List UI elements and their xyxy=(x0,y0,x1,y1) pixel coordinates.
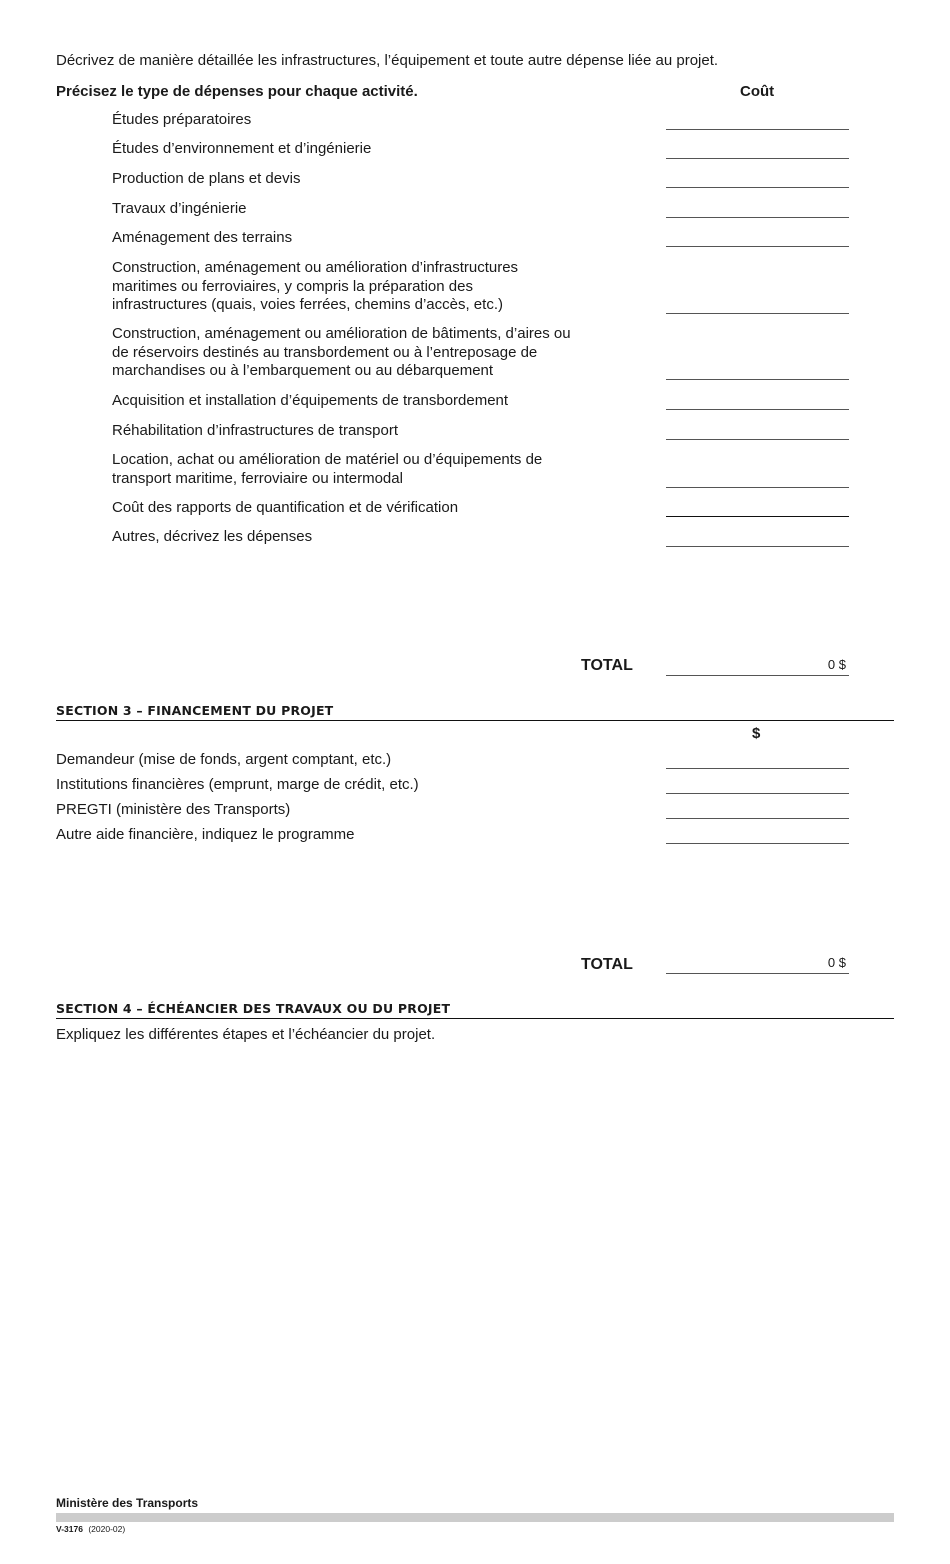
expenses-total-label: TOTAL xyxy=(581,657,633,674)
funding-amount-input[interactable] xyxy=(666,748,853,770)
expense-cost-input[interactable] xyxy=(666,496,853,518)
expense-cost-line xyxy=(666,516,849,517)
expense-item-label: Réhabilitation d’infrastructures de transport xyxy=(112,422,398,439)
expense-cost-input[interactable] xyxy=(666,109,853,131)
funding-item-label: Institutions financières (emprunt, marge de crédit, etc.) xyxy=(56,776,419,793)
expense-cost-input[interactable] xyxy=(666,167,853,189)
expense-cost-input[interactable] xyxy=(666,226,853,248)
expense-cost-line xyxy=(666,379,849,380)
expense-cost-line xyxy=(666,217,849,218)
expense-item-label: Coût des rapports de quantification et de vérification xyxy=(112,499,459,516)
expense-cost-input[interactable] xyxy=(666,526,853,548)
funding-amount-input[interactable] xyxy=(666,773,853,795)
funding-item-label: Autre aide financière, indiquez le programme xyxy=(56,826,355,843)
expense-cost-input[interactable] xyxy=(666,138,853,160)
currency-column-header: $ xyxy=(752,725,761,742)
expense-cost-line xyxy=(666,313,849,314)
expense-cost-line xyxy=(666,439,849,440)
expense-item-label: Construction, aménagement ou amélioration de bâtiments, d’aires ou de réservoirs destinés au transbordement ou à l’entreposage de marchandises ou à l’embarquement ou au débarquement xyxy=(112,325,571,379)
funding-amount-input[interactable] xyxy=(666,798,853,820)
form-date: (2020-02) xyxy=(88,1524,126,1534)
expense-cost-line xyxy=(666,246,849,247)
funding-amount-line xyxy=(666,793,849,794)
section4-rule xyxy=(56,1018,894,1019)
section4-instruction: Expliquez les différentes étapes et l’échéancier du projet. xyxy=(56,1026,436,1043)
footer-ministry: Ministère des Transports xyxy=(56,1496,199,1510)
expense-cost-line xyxy=(666,546,849,547)
expense-cost-line xyxy=(666,158,849,159)
section3-rule xyxy=(56,720,894,721)
funding-item-label: PREGTI (ministère des Transports) xyxy=(56,801,291,818)
expense-item-label: Aménagement des terrains xyxy=(112,229,293,246)
funding-amount-line xyxy=(666,818,849,819)
expense-cost-input[interactable] xyxy=(666,359,853,381)
footer-bar xyxy=(56,1513,894,1522)
expense-item-label: Acquisition et installation d’équipements de transbordement xyxy=(112,392,509,409)
funding-total-label: TOTAL xyxy=(581,956,633,973)
funding-total-line xyxy=(666,973,849,974)
expenses-total-value: 0 $ xyxy=(827,657,846,672)
expense-item-label: Travaux d’ingénierie xyxy=(112,200,247,217)
expense-cost-input[interactable] xyxy=(666,467,853,489)
section3-title: SECTION 3 – FINANCEMENT DU PROJET xyxy=(56,703,334,718)
expense-cost-input[interactable] xyxy=(666,389,853,411)
expense-cost-line xyxy=(666,409,849,410)
funding-amount-line xyxy=(666,843,849,844)
expense-cost-line xyxy=(666,487,849,488)
expense-cost-input[interactable] xyxy=(666,293,853,315)
expense-item-label: Production de plans et devis xyxy=(112,170,301,187)
form-code: V-3176 xyxy=(56,1524,83,1534)
expense-item-label: Études d’environnement et d’ingénierie xyxy=(112,140,372,157)
expense-cost-input[interactable] xyxy=(666,419,853,441)
expense-item-label: Autres, décrivez les dépenses xyxy=(112,528,313,545)
expense-cost-line xyxy=(666,129,849,130)
funding-item-label: Demandeur (mise de fonds, argent comptant, etc.) xyxy=(56,751,392,768)
expense-cost-line xyxy=(666,187,849,188)
expense-cost-input[interactable] xyxy=(666,197,853,219)
section4-title: SECTION 4 – ÉCHÉANCIER DES TRAVAUX OU DU PROJET xyxy=(56,1001,451,1016)
funding-total-value: 0 $ xyxy=(827,955,846,970)
funding-amount-input[interactable] xyxy=(666,823,853,845)
expenses-heading: Précisez le type de dépenses pour chaque activité. xyxy=(56,83,418,100)
intro-text: Décrivez de manière détaillée les infrastructures, l’équipement et toute autre dépense liée au projet. xyxy=(56,52,719,69)
expense-item-label: Construction, aménagement ou amélioration d’infrastructures maritimes ou ferroviaires, y compris la préparation des infrastructures (quais, voies ferrées, chemins d’accès, etc.) xyxy=(112,259,519,313)
schedule-textarea[interactable] xyxy=(56,1050,898,1474)
expense-item-label: Location, achat ou amélioration de matériel ou d’équipements de transport maritime, ferroviaire ou intermodal xyxy=(112,451,543,487)
cost-column-header: Coût xyxy=(740,83,775,100)
footer-form-id xyxy=(56,1524,125,1534)
expenses-total-line xyxy=(666,675,849,676)
funding-amount-line xyxy=(666,768,849,769)
expense-item-label: Études préparatoires xyxy=(112,111,252,128)
